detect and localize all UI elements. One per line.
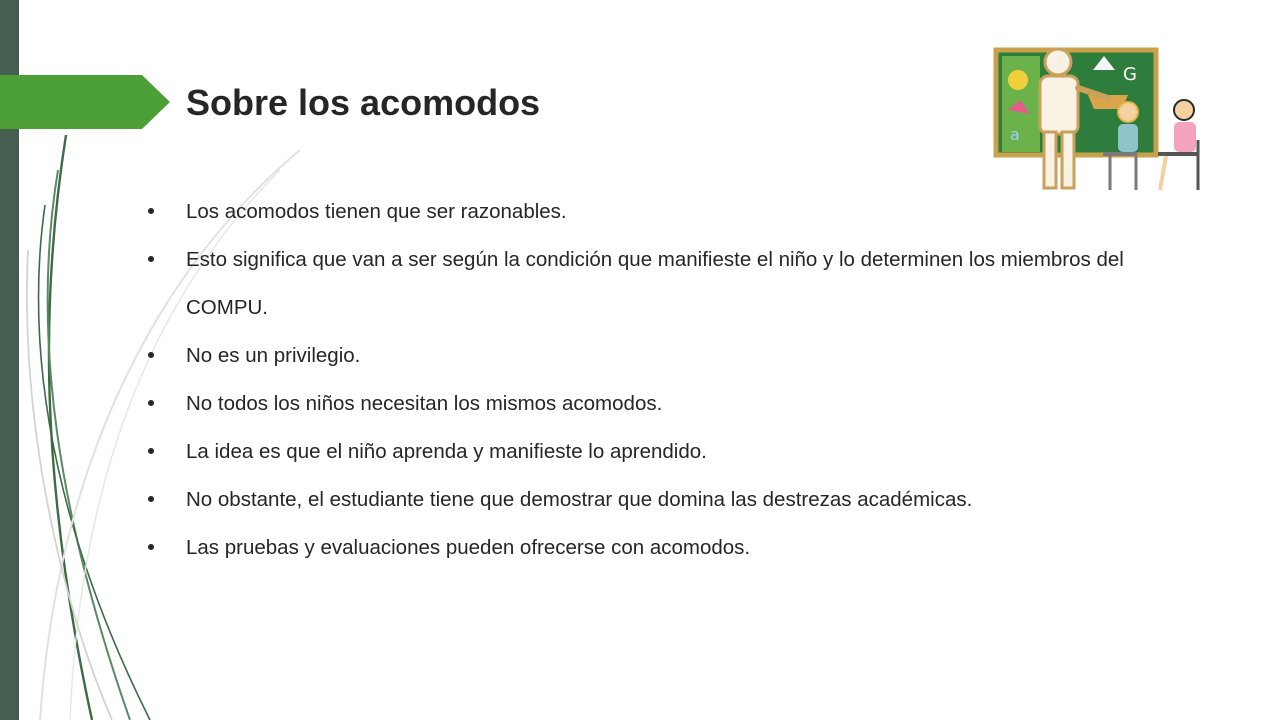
bullet-item: Esto significa que van a ser según la condición que manifieste el niño y lo determinen los miembros del COMPU. — [148, 236, 1158, 332]
bullet-item: Las pruebas y evaluaciones pueden ofrecerse con acomodos. — [148, 524, 1158, 572]
bullet-item: No todos los niños necesitan los mismos acomodos. — [148, 380, 1158, 428]
bullet-dot-icon — [148, 544, 154, 550]
bullet-dot-icon — [148, 400, 154, 406]
bullet-item: Los acomodos tienen que ser razonables. — [148, 188, 1158, 236]
slide-title: Sobre los acomodos — [186, 82, 541, 123]
title-arrow-marker — [0, 75, 170, 129]
svg-text:a: a — [1010, 125, 1020, 144]
svg-text:G: G — [1123, 64, 1137, 85]
bullet-item: No es un privilegio. — [148, 332, 1158, 380]
bullet-dot-icon — [148, 256, 154, 262]
bullet-item: No obstante, el estudiante tiene que demostrar que domina las destrezas académicas. — [148, 476, 1158, 524]
bullet-dot-icon — [148, 208, 154, 214]
bullet-item: La idea es que el niño aprenda y manifieste lo aprendido. — [148, 428, 1158, 476]
bullet-dot-icon — [148, 352, 154, 358]
bullet-dot-icon — [148, 496, 154, 502]
teacher-classroom-illustration-icon — [988, 40, 1216, 192]
bullet-list — [148, 188, 1158, 572]
bullet-dot-icon — [148, 448, 154, 454]
